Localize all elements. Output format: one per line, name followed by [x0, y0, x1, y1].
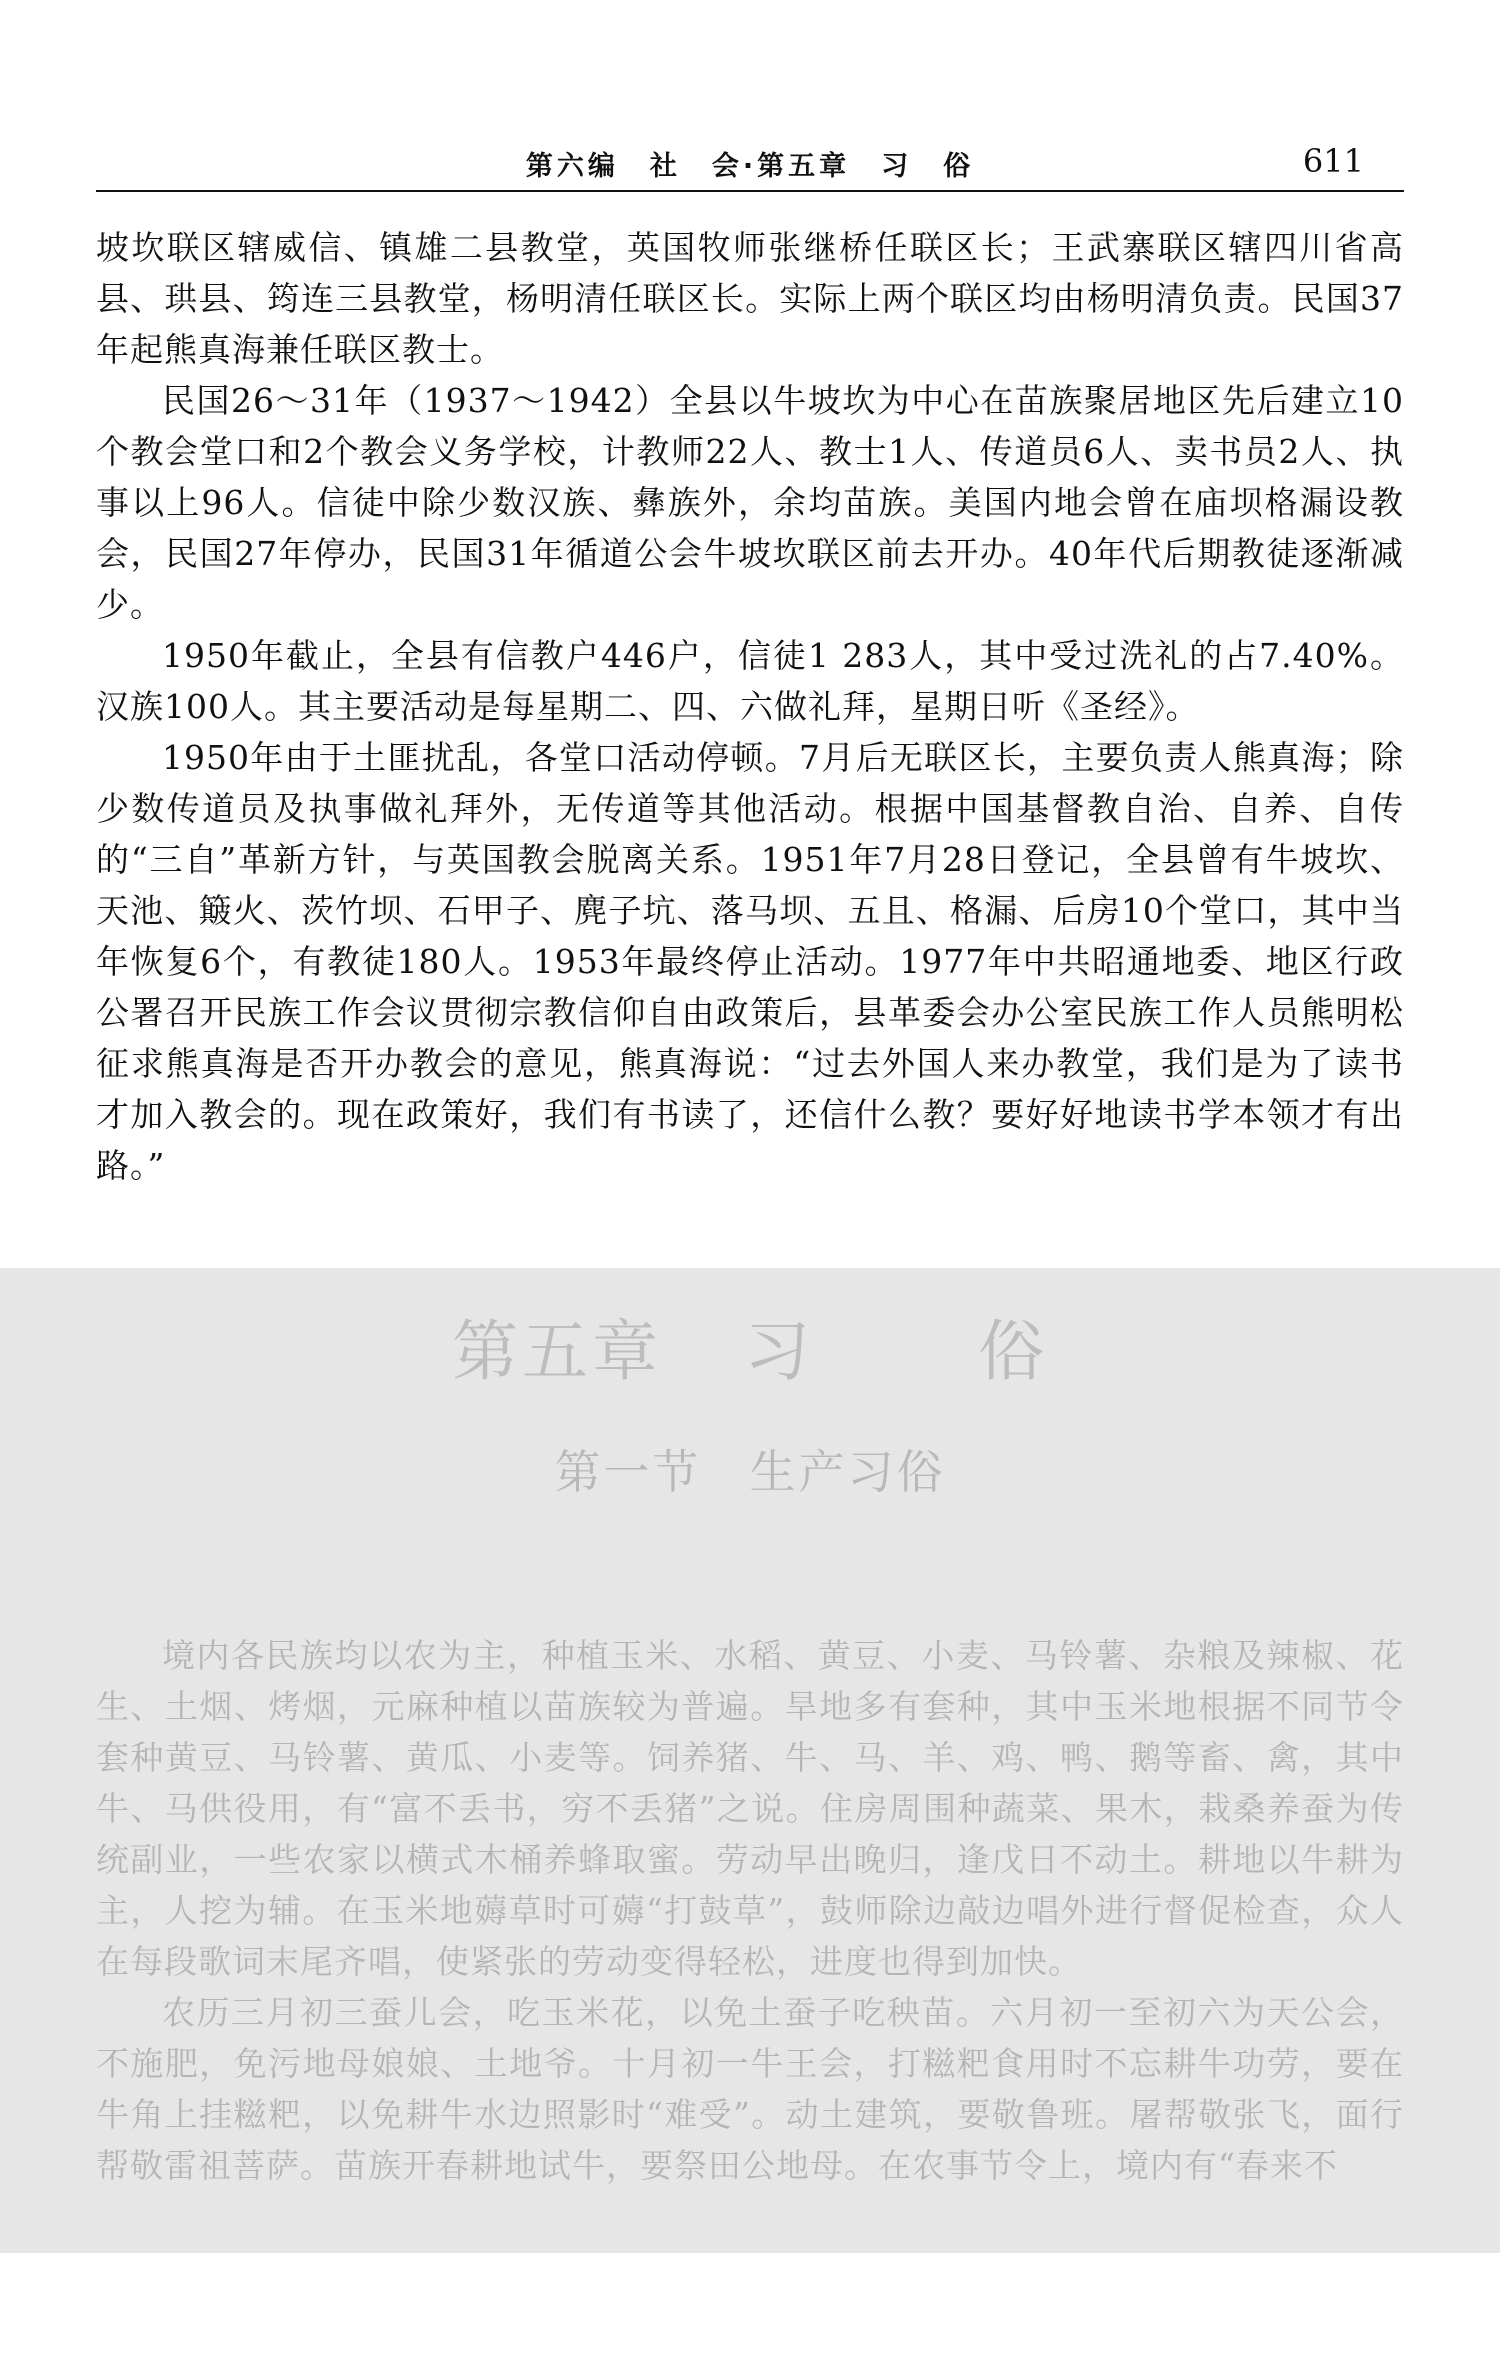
section-name: 生产习俗	[749, 1445, 946, 1499]
running-header	[96, 138, 1404, 192]
paragraph: 民国26～31年（1937～1942）全县以牛坡坎为中心在苗族聚居地区先后建立10个教会堂口和2个教会义务学校，计教师22人、教士1人、传道员6人、卖书员2人、执事以上96人。信徒中除少数汉族、彝族外，余均苗族。美国内地会曾在庙坝格漏设教会，民国27年停办，民国31年循道公会牛坡坎联区前去开办。40年代后期教徒逐渐减少。	[96, 381, 1404, 624]
chapter-title	[0, 1298, 1500, 1393]
section-number: 第一节	[554, 1445, 702, 1499]
section-title	[0, 1436, 1500, 1502]
paragraph: 1950年由于土匪扰乱，各堂口活动停顿。7月后无联区长，主要负责人熊真海；除少数传道员及执事做礼拜外，无传道等其他活动。根据中国基督教自治、自养、自传的“三自”革新方针，与英国教会脱离关系。1951年7月28日登记，全县曾有牛坡坎、天池、簸火、茨竹坝、石甲子、麂子坑、落马坝、五且、格漏、后房10个堂口，其中当年恢复6个，有教徒180人。1953年最终停止活动。1977年中共昭通地委、地区行政公署召开民族工作会议贯彻宗教信仰自由政策后，县革委会办公室民族工作人员熊明松征求熊真海是否开办教会的意见，熊真海说：“过去外国人来办教堂，我们是为了读书才加入教会的。现在政策好，我们有书读了，还信什么教？要好好地读书学本领才有出路。”	[96, 738, 1404, 1185]
paragraph: 1950年截止，全县有信教户446户，信徒1 283人，其中受过洗礼的占7.40%。汉族100人。其主要活动是每星期二、四、六做礼拜，星期日听《圣经》。	[96, 636, 1404, 726]
chapter-word-2: 俗	[978, 1313, 1048, 1390]
chapter-word-1: 习	[744, 1313, 814, 1390]
top-body-text	[96, 222, 1404, 1191]
running-title: 第六编 社 会·第五章 习 俗	[525, 151, 975, 182]
paragraph: 坡坎联区辖威信、镇雄二县教堂，英国牧师张继桥任联区长；王武寨联区辖四川省高县、珙县、筠连三县教堂，杨明清任联区长。实际上两个联区均由杨明清负责。民国37年起熊真海兼任联区教士。	[96, 228, 1404, 369]
paragraph: 农历三月初三蚕儿会，吃玉米花，以免土蚕子吃秧苗。六月初一至初六为天公会，不施肥，免污地母娘娘、土地爷。十月初一牛王会，打糍粑食用时不忘耕牛功劳，要在牛角上挂糍粑，以免耕牛水边照影时“难受”。动土建筑，要敬鲁班。屠帮敬张飞，面行帮敬雷祖菩萨。苗族开春耕地试牛，要祭田公地母。在农事节令上，境内有“春来不	[96, 1993, 1404, 2185]
page-number: 611	[1302, 142, 1364, 180]
faded-body-text	[96, 1630, 1404, 2191]
paragraph: 境内各民族均以农为主，种植玉米、水稻、黄豆、小麦、马铃薯、杂粮及辣椒、花生、土烟、烤烟，元麻种植以苗族较为普遍。旱地多有套种，其中玉米地根据不同节令套种黄豆、马铃薯、黄瓜、小麦等。饲养猪、牛、马、羊、鸡、鸭、鹅等畜、禽，其中牛、马供役用，有“富不丢书，穷不丢猪”之说。住房周围种蔬菜、果木，栽桑养蚕为传统副业，一些农家以横式木桶养蜂取蜜。劳动早出晚归，逢戊日不动土。耕地以牛耕为主，人挖为辅。在玉米地薅草时可薅“打鼓草”，鼓师除边敲边唱外进行督促检查，众人在每段歌词末尾齐唱，使紧张的劳动变得轻松，进度也得到加快。	[96, 1636, 1404, 1981]
chapter-number: 第五章	[452, 1313, 662, 1390]
